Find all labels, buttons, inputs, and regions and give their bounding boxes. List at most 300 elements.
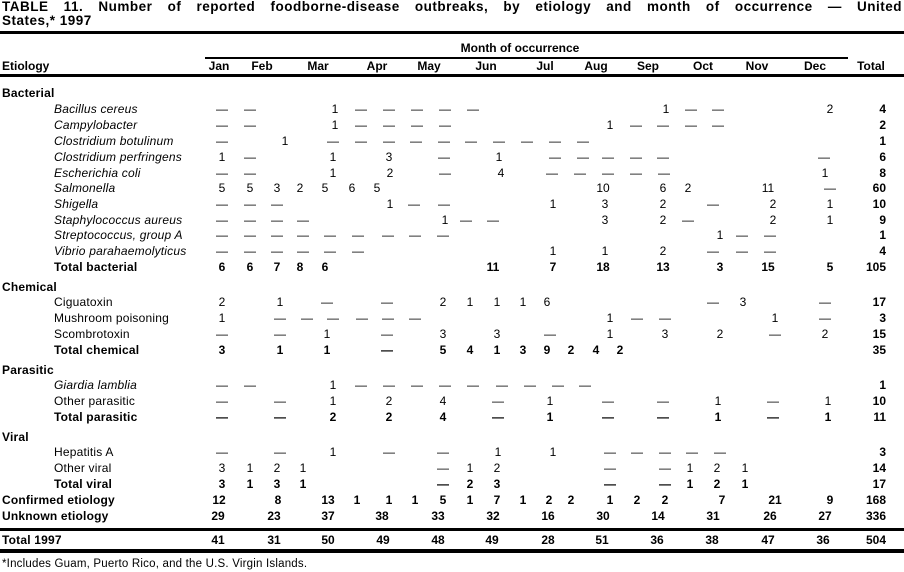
row-total: 6	[879, 150, 886, 164]
page-title-line2: States,* 1997	[2, 13, 92, 28]
cell-value: 5	[218, 181, 226, 195]
cell-value: —	[769, 327, 781, 341]
cell-value: 1	[821, 166, 829, 180]
cell-value: —	[602, 166, 614, 180]
table-row	[0, 342, 904, 358]
cell-value: 1	[519, 493, 527, 507]
cell-value: —	[707, 295, 719, 309]
cell-value: 1	[824, 410, 832, 424]
cell-value: 37	[321, 509, 335, 523]
cell-value: 5	[439, 493, 447, 507]
cell-value: —	[714, 445, 726, 459]
cell-value: 8	[296, 260, 304, 274]
table-row	[0, 227, 904, 243]
table-row	[0, 429, 904, 445]
table-row	[0, 196, 904, 212]
row-total: 105	[865, 260, 886, 274]
cell-value: —	[381, 343, 393, 357]
row-label: Other viral	[54, 461, 112, 475]
cell-value: 1	[549, 445, 557, 459]
cell-value: 2	[659, 197, 667, 211]
cell-value: 1	[686, 477, 694, 491]
row-label: Confirmed etiology	[2, 493, 115, 507]
cell-value: 7	[493, 493, 501, 507]
row-total: 3	[879, 445, 886, 459]
cell-value: 2	[661, 493, 669, 507]
rule	[0, 528, 904, 531]
cell-value: 1	[466, 461, 474, 475]
cell-value: 9	[826, 493, 834, 507]
row-label: Unknown etiology	[2, 509, 109, 523]
row-label: Scombrotoxin	[54, 327, 130, 341]
cell-value: 1	[606, 311, 614, 325]
cell-value: —	[216, 378, 228, 392]
cell-value: 3	[218, 343, 226, 357]
row-label: Staphylococcus aureus	[54, 213, 183, 227]
cell-value: 1	[329, 394, 337, 408]
cell-value: 1	[714, 394, 722, 408]
cell-value: 1	[606, 493, 614, 507]
cell-value: —	[244, 150, 256, 164]
cell-value: 4	[497, 166, 505, 180]
rule	[0, 31, 904, 34]
cell-value: 15	[761, 260, 775, 274]
cell-value: 50	[321, 533, 335, 547]
table-row	[0, 326, 904, 342]
cell-value: 5	[321, 181, 329, 195]
cell-value: —	[271, 228, 283, 242]
cell-value: 11	[761, 181, 775, 195]
row-label: Total bacterial	[54, 260, 138, 274]
cell-value: —	[712, 102, 724, 116]
table-row	[0, 532, 904, 548]
cell-value: —	[657, 410, 669, 424]
cell-value: —	[630, 150, 642, 164]
cell-value: —	[297, 213, 309, 227]
cell-value: 1	[411, 493, 419, 507]
cell-value: 1	[494, 445, 502, 459]
cell-value: 1	[218, 311, 226, 325]
cell-value: —	[544, 327, 556, 341]
cell-value: 13	[321, 493, 335, 507]
cell-value: —	[352, 228, 364, 242]
page-title-line1: TABLE 11. Number of reported foodborne-disease outbreaks, by etiology and month of occurrence — United	[2, 0, 902, 14]
table-row	[0, 165, 904, 181]
table-row	[0, 409, 904, 425]
column-header-month: May	[417, 59, 441, 73]
row-total: 60	[872, 181, 886, 195]
cell-value: —	[411, 118, 423, 132]
cell-value: 1	[686, 461, 694, 475]
cell-value: —	[216, 213, 228, 227]
row-total: 8	[879, 166, 886, 180]
cell-value: —	[657, 150, 669, 164]
cell-value: —	[274, 311, 286, 325]
row-label: Campylobacter	[54, 118, 138, 132]
cell-value: —	[524, 378, 536, 392]
cell-value: —	[274, 445, 286, 459]
cell-value: 1	[323, 327, 331, 341]
cell-value: 6	[543, 295, 551, 309]
cell-value: 51	[595, 533, 609, 547]
rule	[0, 549, 904, 553]
cell-value: 33	[431, 509, 445, 523]
cell-value: 2	[633, 493, 641, 507]
cell-value: 31	[706, 509, 720, 523]
column-header-month: Jul	[536, 59, 554, 73]
cell-value: 1	[299, 461, 307, 475]
cell-value: —	[244, 228, 256, 242]
cell-value: —	[327, 311, 339, 325]
cell-value: —	[216, 102, 228, 116]
cell-value: 2	[273, 461, 281, 475]
cell-value: —	[487, 213, 499, 227]
cell-value: 1	[549, 244, 557, 258]
cell-value: 2	[329, 410, 337, 424]
cell-value: 3	[519, 343, 527, 357]
cell-value: 6	[246, 260, 254, 274]
cell-value: 7	[549, 260, 557, 274]
cell-value: —	[819, 295, 831, 309]
cell-value: —	[244, 102, 256, 116]
cell-value: 2	[769, 213, 777, 227]
rule	[0, 74, 904, 77]
cell-value: —	[630, 166, 642, 180]
column-header-month: Jan	[208, 59, 230, 73]
cell-value: —	[707, 197, 719, 211]
cell-value: —	[767, 410, 779, 424]
cell-value: —	[356, 311, 368, 325]
cell-value: —	[437, 461, 449, 475]
cell-value: 1	[495, 150, 503, 164]
cell-value: —	[437, 445, 449, 459]
cell-value: 38	[375, 509, 389, 523]
cell-value: —	[216, 445, 228, 459]
cell-value: 5	[439, 343, 447, 357]
cell-value: 3	[385, 150, 393, 164]
cell-value: 1	[771, 311, 779, 325]
row-label: Clostridium perfringens	[54, 150, 182, 164]
cell-value: 4	[439, 410, 447, 424]
cell-value: —	[383, 134, 395, 148]
cell-value: —	[818, 150, 830, 164]
cell-value: —	[244, 118, 256, 132]
table-row	[0, 243, 904, 259]
cell-value: 1	[606, 118, 614, 132]
cell-value: 47	[761, 533, 775, 547]
cell-value: 14	[651, 509, 665, 523]
row-total: 17	[872, 477, 886, 491]
table-row	[0, 310, 904, 326]
row-label: Total chemical	[54, 343, 140, 357]
cell-value: —	[439, 102, 451, 116]
cell-value: —	[602, 394, 614, 408]
row-label: Viral	[2, 430, 29, 444]
cell-value: —	[736, 228, 748, 242]
table-row	[0, 180, 904, 196]
cell-value: 41	[211, 533, 225, 547]
row-total: 1	[879, 228, 886, 242]
cell-value: —	[604, 445, 616, 459]
table-row	[0, 508, 904, 524]
cell-value: 2	[493, 461, 501, 475]
row-label: Ciguatoxin	[54, 295, 113, 309]
cell-value: —	[352, 244, 364, 258]
cell-value: 26	[763, 509, 777, 523]
cell-value: —	[467, 378, 479, 392]
row-label: Mushroom poisoning	[54, 311, 169, 325]
cell-value: 2	[385, 410, 393, 424]
cell-value: 2	[713, 461, 721, 475]
cell-value: 1	[329, 150, 337, 164]
cell-value: —	[492, 410, 504, 424]
table-row	[0, 362, 904, 378]
cell-value: —	[216, 166, 228, 180]
cell-value: 1	[826, 197, 834, 211]
table-row	[0, 101, 904, 117]
cell-value: 3	[439, 327, 447, 341]
cell-value: 1	[218, 150, 226, 164]
cell-value: 2	[567, 493, 575, 507]
cell-value: —	[244, 378, 256, 392]
row-label: Total parasitic	[54, 410, 138, 424]
cell-value: 2	[821, 327, 829, 341]
cell-value: 2	[616, 343, 624, 357]
cell-value: 2	[567, 343, 575, 357]
cell-value: —	[460, 213, 472, 227]
cell-value: 36	[650, 533, 664, 547]
cell-value: —	[602, 150, 614, 164]
row-total: 14	[872, 461, 886, 475]
cell-value: 1	[493, 343, 501, 357]
cell-value: —	[467, 102, 479, 116]
table-row	[0, 377, 904, 393]
cell-value: —	[383, 378, 395, 392]
cell-value: 16	[541, 509, 555, 523]
cell-value: 4	[592, 343, 600, 357]
table-row	[0, 444, 904, 460]
cell-value: 1	[546, 394, 554, 408]
cell-value: 2	[659, 244, 667, 258]
cell-value: 2	[296, 181, 304, 195]
cell-value: 1	[601, 244, 609, 258]
cell-value: 3	[716, 260, 724, 274]
cell-value: 2	[769, 197, 777, 211]
cell-value: —	[707, 244, 719, 258]
cell-value: —	[216, 118, 228, 132]
cell-value: 1	[386, 197, 394, 211]
row-total: 4	[879, 102, 886, 116]
cell-value: 1	[323, 343, 331, 357]
cell-value: 5	[373, 181, 381, 195]
row-total: 10	[872, 197, 886, 211]
cell-value: 1	[606, 327, 614, 341]
row-label: Streptococcus, group A	[54, 228, 183, 242]
cell-value: 48	[431, 533, 445, 547]
table-row	[0, 460, 904, 476]
cell-value: 2	[545, 493, 553, 507]
cell-value: —	[301, 311, 313, 325]
cell-value: 2	[439, 295, 447, 309]
cell-value: 7	[718, 493, 726, 507]
cell-value: 1	[276, 295, 284, 309]
table-row	[0, 294, 904, 310]
cell-value: —	[355, 378, 367, 392]
column-header-month: Sep	[636, 59, 660, 73]
cell-value: 2	[684, 181, 692, 195]
cell-value: —	[409, 311, 421, 325]
row-label: Escherichia coli	[54, 166, 141, 180]
cell-value: —	[216, 244, 228, 258]
cell-value: 3	[493, 327, 501, 341]
cell-value: 3	[601, 197, 609, 211]
cell-value: —	[382, 311, 394, 325]
cell-value: —	[271, 244, 283, 258]
cell-value: 2	[466, 477, 474, 491]
cell-value: 11	[486, 260, 500, 274]
cell-value: 1	[385, 493, 393, 507]
cell-value: —	[767, 394, 779, 408]
column-header-month: Apr	[366, 59, 388, 73]
cell-value: 6	[321, 260, 329, 274]
table-row	[0, 117, 904, 133]
cell-value: 1	[662, 102, 670, 116]
column-header-month: Nov	[745, 59, 769, 73]
cell-value: —	[409, 228, 421, 242]
cell-value: —	[685, 118, 697, 132]
cell-value: —	[736, 244, 748, 258]
cell-value: —	[324, 244, 336, 258]
cell-value: 1	[441, 213, 449, 227]
rule	[205, 57, 848, 59]
cell-value: 1	[331, 102, 339, 116]
row-label: Shigella	[54, 197, 99, 211]
cell-value: —	[493, 134, 505, 148]
row-label: Chemical	[2, 280, 57, 294]
cell-value: 1	[716, 228, 724, 242]
cell-value: 38	[705, 533, 719, 547]
cell-value: 1	[299, 477, 307, 491]
cell-value: 1	[329, 378, 337, 392]
cell-value: —	[438, 197, 450, 211]
cell-value: —	[324, 228, 336, 242]
row-total: 4	[879, 244, 886, 258]
column-header-month: Oct	[692, 59, 714, 73]
column-header-month: Dec	[803, 59, 827, 73]
cell-value: 8	[274, 493, 282, 507]
cell-value: —	[439, 166, 451, 180]
cell-value: —	[657, 394, 669, 408]
table-row	[0, 259, 904, 275]
cell-value: 3	[273, 181, 281, 195]
row-label: Parasitic	[2, 363, 54, 377]
cell-value: 2	[713, 477, 721, 491]
table-row	[0, 476, 904, 492]
cell-value: 1	[824, 394, 832, 408]
cell-value: 1	[826, 213, 834, 227]
cell-value: 31	[267, 533, 281, 547]
row-label: Hepatitis A	[54, 445, 114, 459]
cell-value: —	[552, 378, 564, 392]
cell-value: 28	[541, 533, 555, 547]
cell-value: 1	[741, 461, 749, 475]
cell-value: —	[659, 477, 671, 491]
cell-value: —	[437, 477, 449, 491]
cell-value: 1	[246, 461, 254, 475]
table-row	[0, 85, 904, 101]
column-header-month: Feb	[251, 59, 273, 73]
cell-value: 10	[596, 181, 610, 195]
cell-value: —	[297, 228, 309, 242]
row-label: Total 1997	[2, 533, 62, 547]
cell-value: 1	[329, 445, 337, 459]
cell-value: —	[438, 150, 450, 164]
cell-value: 1	[549, 197, 557, 211]
cell-value: 6	[348, 181, 356, 195]
cell-value: 18	[596, 260, 610, 274]
cell-value: —	[244, 213, 256, 227]
cell-value: —	[492, 394, 504, 408]
cell-value: 5	[246, 181, 254, 195]
cell-value: —	[411, 378, 423, 392]
cell-value: —	[274, 410, 286, 424]
etiology-column-header: Etiology	[2, 59, 50, 73]
table-row	[0, 212, 904, 228]
row-label: Total viral	[54, 477, 112, 491]
total-column-header: Total	[857, 59, 885, 73]
row-total: 1	[879, 378, 886, 392]
cell-value: 1	[466, 493, 474, 507]
cell-value: 49	[485, 533, 499, 547]
cell-value: —	[437, 228, 449, 242]
cell-value: —	[383, 102, 395, 116]
cell-value: —	[244, 166, 256, 180]
cell-value: —	[411, 102, 423, 116]
cell-value: —	[824, 181, 836, 195]
cell-value: —	[216, 410, 228, 424]
cell-value: —	[712, 118, 724, 132]
cell-value: —	[549, 134, 561, 148]
cell-value: —	[577, 150, 589, 164]
row-total: 10	[872, 394, 886, 408]
cell-value: 6	[218, 260, 226, 274]
cell-value: —	[381, 327, 393, 341]
row-total: 17	[872, 295, 886, 309]
cell-value: 3	[601, 213, 609, 227]
cell-value: —	[465, 134, 477, 148]
cell-value: —	[521, 134, 533, 148]
cell-value: —	[764, 244, 776, 258]
row-label: Clostridium botulinum	[54, 134, 174, 148]
cell-value: —	[579, 378, 591, 392]
cell-value: —	[355, 102, 367, 116]
cell-value: —	[604, 477, 616, 491]
cell-value: —	[604, 461, 616, 475]
cell-value: —	[659, 311, 671, 325]
cell-value: 3	[739, 295, 747, 309]
cell-value: 1	[466, 295, 474, 309]
cell-value: 23	[267, 509, 281, 523]
cell-value: 1	[353, 493, 361, 507]
cell-value: —	[408, 197, 420, 211]
month-group-header: Month of occurrence	[460, 41, 580, 55]
cell-value: 1	[714, 410, 722, 424]
cell-value: 13	[656, 260, 670, 274]
footnote: *Includes Guam, Puerto Rico, and the U.S. Virgin Islands.	[2, 558, 308, 570]
column-header-month: Jun	[475, 59, 497, 73]
row-total: 3	[879, 311, 886, 325]
cell-value: —	[216, 327, 228, 341]
